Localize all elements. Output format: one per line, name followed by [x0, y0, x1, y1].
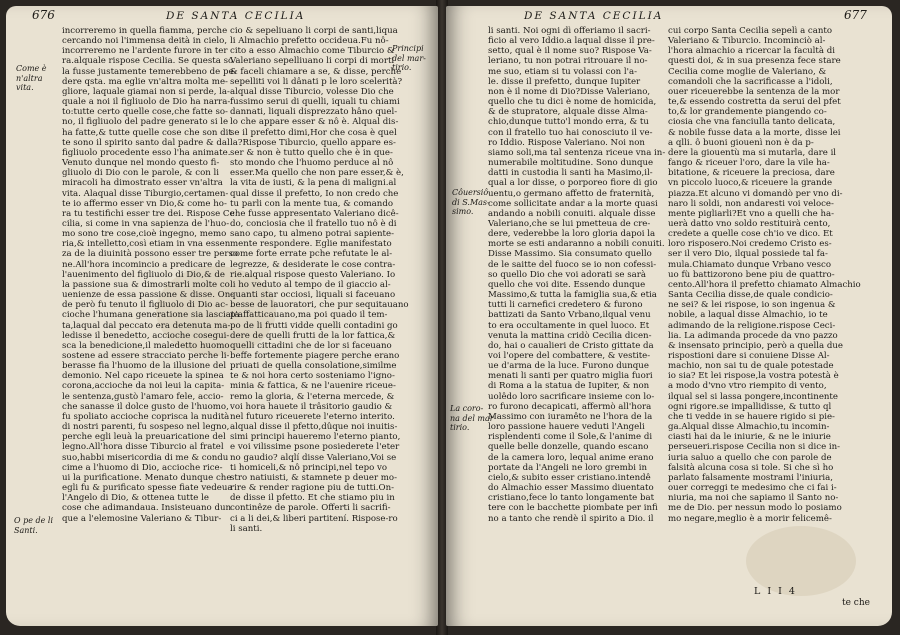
margin-note-line: vita. — [16, 83, 34, 92]
text-line: ra tu testifichi esser tre dei. Rispose Ce — [62, 208, 235, 219]
text-line: la?Rispose Tiburcio, quello appare es- — [230, 137, 396, 148]
text-line: dere de quelli frutti de la lor fattica,& — [230, 330, 396, 341]
text-line: figliuolo procedente esso l'ha animate. — [62, 147, 231, 158]
text-line: la fusse justamente temerebbeno de pe- — [62, 66, 237, 77]
text-line: ciasti hai da le iniurie, & ne le iniurie — [668, 432, 831, 443]
margin-note-line: Santi. — [14, 525, 38, 535]
text-line: voi hora hauete il trâsitorio gaudio & — [230, 401, 393, 412]
right-page — [446, 6, 892, 626]
text-line: berasse fia l'huomo de la illusione del — [62, 361, 227, 372]
text-line: za de la diuinità possono esser tre perso — [62, 249, 239, 260]
text-line: esser.Ma quello che non pare esser,& è, — [230, 168, 404, 179]
text-line: no, il figliuolo del padre generato si le — [62, 117, 229, 128]
text-line: dere qsta. ma eglie vn'altra molta me- — [62, 76, 228, 87]
text-line: ser il vero Dio, ilqual possiede tal fa- — [668, 249, 828, 260]
text-line: piazza.Et alcuno vi domandò per vno di- — [668, 188, 843, 199]
text-line: do, conciosia che il fratello tuo nô è di — [230, 218, 397, 229]
text-line: Valeriano & Tiburcio. Incominciò al- — [668, 36, 826, 47]
text-line: ro furono decapicati, affermò all'hora — [488, 401, 652, 412]
text-line: mente respondere. Eglie manifestato — [230, 239, 392, 250]
text-line: siamo soli,ma tal sentenza riceue vna in- — [488, 147, 666, 158]
text-line: venuta la mattina cridò Cecilia dicen- — [488, 330, 652, 341]
text-line: ficio al vero Iddio.a laqual disse il pre- — [488, 36, 655, 47]
text-line: questi doi, & in sua presenza fece stare — [668, 56, 841, 67]
text-line: sostene ad essere stracciato perche li- — [62, 351, 230, 361]
text-line: naro li soldi, non andaresti voi veloce- — [668, 198, 834, 209]
text-line: a modo d'vno vtro riempito di vento, — [668, 381, 827, 392]
text-line: voi l'opere del combattere, & vestite- — [488, 351, 651, 361]
margin-note-line: Principi — [392, 44, 424, 53]
text-line: ui la purificatione. Menato dunque che — [62, 472, 232, 483]
text-line: le. disse il prefetto, dunque Iupiter — [488, 76, 641, 87]
text-line: vita. Alaqual disse Tiburgio,certamen- — [62, 188, 229, 199]
text-line: iuria saluo a quello che con parole de — [668, 452, 832, 463]
text-line: uolêdo loro sacrificare insieme con lo- — [488, 391, 655, 402]
text-line: sepelliti voi li dânati p le loro scelerità? — [230, 76, 403, 87]
text-line: parlato falsamente mostrami l'iniuria, — [668, 472, 834, 483]
text-line: beffe fortemente piagere perche erano — [230, 351, 400, 361]
margin-note — [14, 516, 53, 535]
text-line: non è il nome di Dio?Disse Valeriano, — [488, 86, 651, 97]
text-line: & de stupratore, alquale disse Alma- — [488, 107, 648, 118]
text-line: come sollicitate andar a la morte quasi — [488, 198, 658, 209]
text-line: di nostri parenti, fu sospeso nel legno, — [62, 422, 230, 433]
text-line: lia. La adimanda procede da vno pazzo — [668, 330, 838, 341]
text-line: ne.All'hora incomincio a predicare de — [62, 259, 226, 270]
text-line: morte se esti andaranno a nobili conuiti. — [488, 239, 665, 250]
text-line: l'auenimento del figliuolo di Dio,& de — [62, 269, 225, 280]
signature-mark: L I I 4 — [754, 586, 797, 597]
text-line: che sanasse il dolce gusto de l'huomo, — [62, 401, 229, 412]
text-line: risplendenti come il Sole,& l'anime di — [488, 432, 653, 443]
text-line: bitatione, & riceuere la preciosa, dare — [668, 168, 835, 179]
text-line: setto, qual è il nome suo? Rispose Va- — [488, 46, 652, 57]
text-line: ga.Alqual disse Almachio,tu incomin- — [668, 422, 830, 433]
text-line: nobile, a laqual disse Almachio, io te — [668, 310, 828, 321]
text-line: battizati da Santo Vrbano,ilqual venu — [488, 310, 651, 321]
text-line: tu parli con la mente tua, & comando — [230, 198, 394, 209]
text-line: cui corpo Santa Cecilia sepelì a canto — [668, 26, 833, 36]
text-line: me suo, etiam si tu volassi con l'a- — [488, 66, 638, 77]
text-line: & faceli chiamare a se, & disse, perche — [230, 66, 402, 77]
text-line: p'affatticauano,ma poi quado il tem- — [230, 310, 388, 321]
text-line: li ho veduto al tempo de il giaccio al- — [230, 279, 391, 290]
text-line: che ti vedde in se hauere rigido si pie- — [668, 411, 835, 422]
text-line: perseueri.rispose Cecilia non si dice in- — [668, 442, 841, 453]
text-line: rispostioni dare si conuiene Disse Al- — [668, 351, 830, 361]
text-line: de però fu tenuto il figliuolo di Dio ac- — [62, 300, 229, 311]
text-line: legrezze, & desiderate le cose contra- — [230, 259, 396, 270]
text-line: ria,& intelletto,così etiam in vna essen — [62, 239, 231, 250]
running-head: DE SANTA CECILIA — [524, 10, 664, 22]
text-line: que a l'elemosine Valeriano & Tibur- — [62, 513, 222, 524]
text-line: ouer correggi te medesimo che ci fai i- — [668, 483, 837, 494]
text-line: ne sei? & lei rispose, io son ingenua & — [668, 300, 836, 311]
text-line: rie.alqual rispose questo Valeriano. Io — [230, 269, 396, 280]
text-line: cito a esso Almachio come Tiburcio & — [230, 46, 395, 57]
text-line: to era occultamente in quel luoco. Et — [488, 320, 650, 331]
text-line: machio, non sai tu de quale potestade — [668, 361, 834, 372]
text-line: te,& essendo costretta da serui del pfet — [668, 97, 841, 108]
text-line: uerà datto vno soldo restituirà cento, — [668, 218, 831, 229]
text-line: ue d'arma de la luce. Furono dunque — [488, 361, 649, 372]
text-line: minia & fattica, & ne l'auenire riceue- — [230, 381, 396, 392]
text-line: Massimo,& tutta la famiglia sua,& etia — [488, 290, 657, 301]
text-line: miracoli ha dimostrato esser vn'altra — [62, 178, 223, 189]
text-line: ha fatte,& tutte quelle cose che son dit — [62, 127, 232, 138]
text-line: Massimo con iuramêto ne l'hora de la — [488, 411, 653, 422]
text-line: corona,accioche da noi leui la capita- — [62, 381, 225, 392]
text-line: ser & non è tutto quello che è in que- — [230, 147, 393, 158]
text-line: te sono il spirito santo dal padre & dal — [62, 137, 230, 148]
margin-note-line: n'altra — [16, 73, 43, 83]
text-line: quello che tu dici è nome de homicida, — [488, 97, 657, 108]
margin-note-line: del mar- — [392, 53, 426, 63]
text-line: cioche l'humana generatione sia lasciata — [62, 310, 240, 321]
text-line: loro risposero.Noi credemo Cristo es- — [668, 239, 832, 250]
text-line: perche egli leuà la preuaricatione del — [62, 432, 226, 443]
text-line: la passione sua & dimostrarli molte co — [62, 279, 230, 290]
text-line: e voi vilissime psone posiederete l'eter — [230, 442, 400, 453]
text-line: ti homiceli,& nô principi,nel tepo vo — [230, 462, 387, 473]
text-line: Disse Massimo. Sia consumato quello — [488, 249, 652, 260]
margin-note-line: La coro- — [450, 404, 484, 413]
text-line: ogni rigore.se impallidisse, & tutto ql — [668, 401, 832, 412]
text-line: li santi. — [230, 523, 263, 534]
text-line: gliore, laquale giamai non si perde, la- — [62, 86, 230, 97]
text-line: Santa Cecilia disse,de quale condicio- — [668, 290, 833, 301]
text-line: uenienze de essa passione & disse. On- — [62, 290, 234, 301]
text-line: demonio. Nel capo riceuete la spinea — [62, 371, 224, 382]
text-line: cime a l'huomo di Dio, accioche rice- — [62, 462, 223, 473]
text-line: quale a noi il figliuolo de Dio ha narra- — [62, 97, 231, 108]
text-line: de le saitte del fuoco se io non cofessi- — [488, 259, 657, 270]
text-line: sca la benedicione,il maledetto huomo — [62, 340, 230, 351]
text-line: ilqual sel si lassa pongere,incontinente — [668, 391, 838, 402]
margin-note-line: Côuersiô — [452, 188, 489, 197]
text-line: io sia? Et lei rispose,la vostra potestà è — [668, 371, 839, 382]
text-line: cilia, si come in vna sapienza de l'huo- — [62, 218, 230, 229]
text-line: de la camera loro, lequal anime erano — [488, 452, 654, 463]
text-line: ciosia che vna fanciulla tanto delicata, — [668, 117, 836, 128]
text-line: simi principi haueremo l'eterno pianto, — [230, 432, 401, 443]
text-line: Valeriano sepelliuano li corpi di morti — [230, 56, 395, 67]
text-column-left — [62, 26, 240, 524]
margin-note — [16, 64, 47, 93]
text-line: do, hai o caualieri de Cristo gittate da — [488, 340, 654, 351]
text-line: cristiano,fece lo tanto longamente bat — [488, 493, 655, 504]
text-line: cercando noi l'immensa deità in cielo, — [62, 36, 228, 47]
text-line: te io affermo esser vn Dio,& come ho- — [62, 198, 227, 209]
text-line: vn piccolo luoco,& riceuere la grande — [668, 178, 833, 189]
text-line: ledisse il benedetto, accioche cosegui- — [62, 330, 230, 341]
text-line: ouer riceuerebbe la sentenza de la mor — [668, 86, 840, 97]
text-line: dere la giouentù ma si mutarla, dare il — [668, 147, 837, 158]
text-line: menati li santi per quatro miglia fuori — [488, 371, 653, 382]
text-line: qual a lor disse, o porporeo fiore di gio — [488, 178, 658, 189]
text-line: gliuolo di Dio con le parole, & con li — [62, 168, 220, 179]
text-line: & insensato principio, però a quella due — [668, 340, 843, 351]
text-line: loro passione hauere veduti l'Angeli — [488, 422, 645, 433]
text-line: fango & riceuer l'oro, dare la vile ha- — [668, 158, 830, 169]
running-head: DE SANTA CECILIA — [166, 10, 306, 22]
text-line: cose che adimandaua. Insisteuano dun — [62, 503, 232, 514]
text-line: Cecilia come moglie de Valeriano, & — [668, 66, 827, 77]
text-line: mula.Chiamato dunque Vrbano vesco — [668, 259, 832, 270]
text-line: cento.All'hora il prefetto chiamato Almachio — [668, 279, 861, 290]
text-line: no a tanto che rendè il spirito a Dio. il — [488, 513, 654, 524]
margin-note-line: simo. — [452, 207, 474, 216]
text-line: alqual disse Tiburcio, volesse Dio che — [230, 86, 394, 97]
text-line: te & noi hora certo sosteniamo l'igno- — [230, 371, 395, 382]
text-line: mo negare,meglio è a morir felicemê- — [668, 513, 832, 524]
text-line: Venuto dunque nel mondo questo fi- — [62, 158, 220, 169]
text-line: uentu,o germano affetto de fraternità, — [488, 188, 655, 199]
text-line: de disse il pfetto. Et che stiamo piu in — [230, 493, 395, 504]
text-line: portate da l'Angeli ne loro grembi in — [488, 462, 648, 473]
text-line: priuati de quella consolatione,similme — [230, 361, 397, 372]
text-line: to:tutte certo quelle cose,che fatte so- — [62, 107, 228, 118]
margin-note — [452, 188, 490, 217]
text-line: ta,laqual dal peccato era detenuta ma- — [62, 320, 231, 331]
text-line: ro Iddio. Rispose Valeriano. Noi non — [488, 137, 645, 148]
text-line: che fusse appresentato Valeriano dicê- — [230, 208, 399, 219]
text-line: credete a quelle cose ch'io ve dico. Et — [668, 229, 833, 240]
text-line: alqual disse il pfetto,dûque noi inuitis- — [230, 422, 398, 433]
text-line: suo,habbi misericordia di me & condu — [62, 452, 229, 463]
text-line: fu spoliato accioche coprisca la nudità — [62, 411, 230, 422]
text-line: qual disse il prefetto, Io non credo che — [230, 188, 399, 199]
text-line: tere con le bacchette piombate per infi — [488, 503, 658, 514]
left-page — [6, 6, 438, 626]
text-line: legno.All'hora disse Tiburcio al fratel — [62, 442, 224, 453]
text-line: andando a nobili conuiti. alquale disse — [488, 208, 656, 219]
text-line: l'hora almachio a ricercar la facultà di — [668, 46, 835, 57]
text-line: to,& lor grandemente piangendo co- — [668, 107, 827, 118]
text-line: & nobile fusse data a la morte, disse lei — [668, 127, 841, 138]
page-number: 676 — [32, 8, 55, 22]
text-line: le sentenza,gustò l'amaro fele, accio- — [62, 391, 224, 402]
text-line: leriano, tu non potrai ritrouare il no- — [488, 56, 648, 67]
margin-note-line: tirio. — [450, 423, 470, 432]
text-column-right — [668, 26, 861, 524]
text-line: chio,dunque tutto'l mondo erra, & tu — [488, 117, 649, 128]
text-line: dannati, liquali disprezzato hâno quel- — [230, 107, 398, 118]
text-line: datti in custodia li santi ha Masimo,il- — [488, 168, 653, 179]
text-line: incorreremo ne l'ardente furore in ter — [62, 46, 228, 57]
text-line: incorreremo in quella fiamma, perche — [62, 26, 228, 36]
text-line: so quello Dio che voi adorati se sarà — [488, 269, 647, 280]
text-line: se il prefetto dimi,Hor che cosa è quel — [230, 127, 397, 138]
text-line: uo fù battizorono bene piu de quattro- — [668, 269, 835, 280]
text-line: stro natiuisti, & stamnete p deuer mo- — [230, 472, 398, 483]
text-line: dere, vederebbe la loro gloria dapoi la — [488, 229, 656, 240]
catchword: te che — [842, 598, 870, 608]
text-line: sto mondo che l'huomo perduce al nô — [230, 158, 394, 169]
text-column-left — [488, 26, 666, 524]
text-line: fussimo serui di quelli, iquali tu chiami — [230, 97, 400, 108]
text-line: ci a li dei,& liberi partitení. Rispose-ro — [230, 513, 398, 524]
text-line: li Almachio prefetto occideua.Fu nô- — [230, 36, 389, 47]
text-line: rire & render ragione piu de tutti.On- — [230, 483, 395, 494]
text-line: sano capo, tu almeno potrai sapiente- — [230, 229, 395, 240]
text-line: Valeriano,che se lui pmetteua de cre- — [488, 218, 651, 229]
text-line: tutti li carnefici credetero & furono — [488, 300, 643, 311]
text-line: come forte errate pche refutate le al- — [230, 249, 393, 260]
text-line: me de Dio. per nessun modo lo posiamo — [668, 503, 842, 514]
text-line: do Almachio esser Massimo diuentato — [488, 483, 654, 494]
page-number: 677 — [844, 8, 867, 22]
text-line: quello che voi dite. Essendo dunque — [488, 279, 646, 290]
text-line: no gaudio? alqlí disse Valeriano,Voi se — [230, 452, 397, 463]
text-line: po de li frutti vidde quelli contadini go — [230, 320, 398, 331]
margin-note-line: na del mar — [450, 413, 494, 423]
text-line: falsità alcuna cosa si tole. Si che sì ho — [668, 462, 834, 473]
text-line: quelli cittadini che de lor si faceuano — [230, 340, 392, 351]
text-line: li santi. Noi ogni dì offeriamo il sacri- — [488, 26, 651, 36]
text-line: di Roma a la statua de Iupiter, & non — [488, 381, 650, 392]
text-line: egli fu & purificato spesse fiate vedeua — [62, 483, 233, 494]
text-line: adimando de la religione.rispose Ceci- — [668, 320, 836, 331]
text-line: numerabile moltitudine. Sono dunque — [488, 158, 654, 169]
text-line: ra.alquale rispose Cecilia. Se questa so — [62, 56, 234, 67]
margin-note-line: tirio. — [392, 63, 412, 72]
text-line: l'Angelo di Dio, & ottenea tutte le — [62, 493, 209, 504]
text-line: mente pigliarli?Et vno a quelli che ha- — [668, 208, 835, 219]
margin-note-line: O pe de li — [14, 516, 54, 525]
text-line: mo sono tre cose,cioè ingegno, memo — [62, 229, 227, 240]
text-line: nel futuro riceuerete l'eterno interito. — [230, 411, 395, 422]
text-line: besse de lauoratori, che pur sequitauano — [230, 300, 409, 311]
text-line: con il fratello tuo hai conosciuto il ve- — [488, 127, 653, 138]
text-line: niuria, ma noi che sapiamo il Santo no- — [668, 493, 839, 504]
text-line: comandoli che la sacrificasse a l'idoli, — [668, 76, 833, 87]
text-line: la vita de iusti, & la pena di maligni.al — [230, 178, 397, 189]
margin-note-line: Come è — [16, 64, 47, 73]
text-line: a qlli. ô buoni giouenì non è da p- — [668, 137, 814, 148]
text-line: cio & sepeliuano li corpi de santi,liqua — [230, 26, 398, 36]
text-line: quanti star occiosi, liquali si faceuano — [230, 290, 396, 301]
text-line: continêze de parole. Offerti li sacrifi- — [230, 503, 391, 514]
text-line: remo la gloria, & l'eterna mercede, & — [230, 391, 395, 402]
text-line: lo che appare esser & nô è. Alqual dis- — [230, 117, 399, 128]
text-line: cielo,& subito esser cristiano.intendê — [488, 472, 651, 483]
margin-note-line: di S.Mas- — [452, 197, 490, 207]
text-line: quelle belle donzelle, quando escano — [488, 442, 649, 453]
